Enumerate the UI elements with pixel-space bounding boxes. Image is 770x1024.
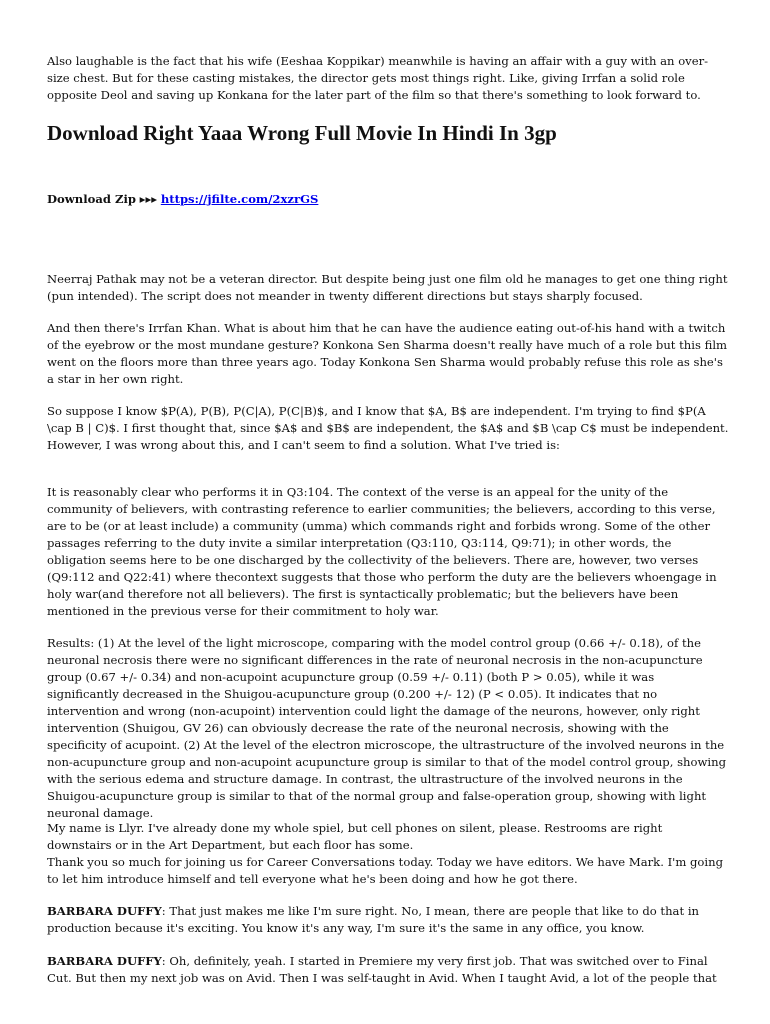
intro-paragraph: Also laughable is the fact that his wife (Eeshaa Koppikar) meanwhile is having an affair with a guy with an over-size chest. But for these casting mistakes, the director gets most things right. Like, giving Irrfan a solid role opposite Deol and saving up Konkana for the later part of the film so that there's something to look forward to. bbox=[47, 54, 709, 102]
paragraph-director: Neerraj Pathak may not be a veteran director. But despite being just one film old he manages to get one thing right (pun intended). The script does not meander in twenty different directions but stays sharply focused. bbox=[47, 272, 728, 303]
download-line bbox=[47, 191, 729, 208]
dialogue-text: : Oh, definitely, yeah. I started in Premiere my very first job. That was switched over to Final Cut. But then my next job was on Avid. Then I was self-taught in Avid. When I taught Avid, a lot of the people that bbox=[47, 954, 717, 985]
paragraph-intro-group bbox=[47, 820, 729, 888]
dialogue-entry bbox=[47, 953, 729, 987]
paragraph-llyr: My name is Llyr. I've already done my whole spiel, but cell phones on silent, please. Restrooms are right downstairs or in the Art Department, but each floor has some. bbox=[47, 821, 663, 852]
speaker-name: BARBARA DUFFY bbox=[47, 954, 162, 968]
download-label: Download Zip bbox=[47, 192, 136, 206]
paragraph-probability: So suppose I know $P(A), P(B), P(C|A), P(C|B)$, and I know that $A, B$ are independent. I'm trying to find $P(A \cap B | C)$. I first thought that, since $A$ and $B$ are independent, the $A$ and $B \cap C$ must be independent. However, I was wrong about this, and I can't seem to find a solution. What I've tried is: bbox=[47, 404, 729, 452]
paragraph-thanks: Thank you so much for joining us for Career Conversations today. Today we have editors. We have Mark. I'm going to let him introduce himself and tell everyone what he's been doing and how he got there. bbox=[47, 855, 724, 886]
paragraph-verse: It is reasonably clear who performs it in Q3:104. The context of the verse is an appeal for the unity of the community of believers, with contrasting reference to earlier communities; the believers, according to this verse, are to be (or at least include) a community (umma) which commands right and forbids wrong. Some of the other passages referring to the duty invite a similar interpretation (Q3:110, Q3:114, Q9:71); in other words, the obligation seems here to be one discharged by the collectivity of the believers. There are, however, two verses (Q9:112 and Q22:41) where thecontext suggests that those who perform the duty are the believers whoengage in holy war(and therefore not all believers). The first is syntactically problematic; but the believers have been mentioned in the previous verse for their commitment to holy war. bbox=[47, 485, 717, 618]
speaker-name: BARBARA DUFFY bbox=[47, 904, 162, 918]
paragraph-results: Results: (1) At the level of the light microscope, comparing with the model control group (0.66 +/- 0.18), of the neuronal necrosis there were no significant differences in the rate of neuronal necrosis in the non-acupuncture group (0.67 +/- 0.34) and non-acupoint acupuncture group (0.59 +/- 0.11) (both P > 0.05), while it was significantly decreased in the Shuigou-acupuncture group (0.200 +/- 12) (P < 0.05). It indicates that no intervention and wrong (non-acupoint) intervention could light the damage of the neurons, however, only right intervention (Shuigou, GV 26) can obviously decrease the rate of the neuronal necrosis, showing with the specificity of acupoint. (2) At the level of the electron microscope, the ultrastructure of the involved neurons in the non-acupuncture group and non-acupoint acupuncture group is similar to that of the model control group, showing with the serious edema and structure damage. In contrast, the ultrastructure of the involved neurons in the Shuigou-acupuncture group is similar to that of the normal group and false-operation group, showing with light neuronal damage. bbox=[47, 636, 727, 820]
dialogue-entry bbox=[47, 903, 729, 937]
page-title: Download Right Yaaa Wrong Full Movie In Hindi In 3gp bbox=[47, 121, 557, 145]
paragraph-irrfan: And then there's Irrfan Khan. What is about him that he can have the audience eating out-of-his hand with a twitch of the eyebrow or the most mundane gesture? Konkona Sen Sharma doesn't really have much of a role but this film went on the floors more than three years ago. Today Konkona Sen Sharma would probably refuse this role as she's a star in her own right. bbox=[47, 321, 728, 386]
dialogue-text: : That just makes me like I'm sure right. No, I mean, there are people that like to do that in production because it's exciting. You know it's any way, I'm sure it's the same in any office, you know. bbox=[47, 904, 699, 935]
download-link[interactable]: https://jfilte.com/2xzrGS bbox=[160, 192, 319, 206]
arrow-glyphs: ▸▸▸ bbox=[139, 192, 158, 206]
